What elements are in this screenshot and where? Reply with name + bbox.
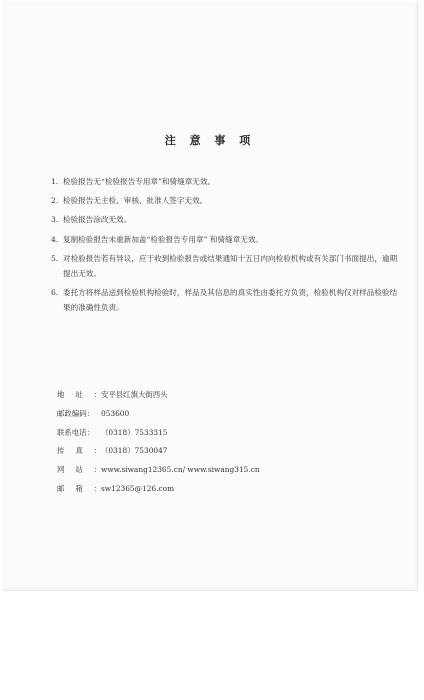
address-row: [57, 386, 387, 405]
notice-number: 6.: [51, 288, 59, 298]
notice-number: 3.: [51, 215, 59, 225]
notice-item: [51, 232, 401, 247]
notice-number: 5.: [51, 253, 59, 263]
phone-label: 联系电话：: [57, 427, 94, 437]
website-row: [57, 461, 387, 480]
notice-item: [51, 285, 401, 315]
notice-text: 委托方将样品送到检验机构检验时，样品及其信息的真实性由委托方负责，检验机构仅对样品检验结果的准确性负责。: [63, 288, 398, 313]
notice-number: 2.: [51, 196, 59, 206]
notice-number: 1.: [51, 177, 59, 186]
email-row: [57, 480, 387, 499]
phone-row: [57, 424, 387, 443]
contact-info: [57, 386, 387, 499]
address-label: 地址：: [57, 390, 113, 399]
notice-number: 4.: [51, 234, 59, 244]
website-label: 网站：: [57, 465, 113, 475]
fax-value: （0318）7530047: [101, 446, 168, 456]
notice-text: 检验报告无主检、审核、批准人签字无效。: [63, 196, 208, 206]
email-label: 邮箱：: [57, 483, 113, 493]
fax-label: 传真：: [57, 446, 113, 456]
notice-item: [51, 174, 401, 189]
postcode-label: 邮政编码：: [57, 408, 94, 418]
notice-item: [51, 251, 401, 281]
notice-item: [51, 212, 401, 227]
phone-value: （0318）7533315: [101, 427, 168, 437]
notice-text: 检验报告涂改无效。: [63, 215, 132, 225]
document-page: [3, 2, 418, 591]
notice-text: 检验报告无“检验报告专用章”和骑缝章无效。: [63, 177, 216, 186]
notice-list: [51, 174, 401, 320]
fax-row: [57, 442, 387, 461]
postcode-value: 053600: [101, 408, 130, 418]
email-link[interactable]: sw12365@126.com: [101, 483, 175, 493]
website-link[interactable]: www.siwang12365.cn/ www.siwang315.cn: [101, 465, 260, 475]
notice-item: [51, 193, 401, 208]
page-title: 注 意 事 项: [164, 134, 256, 147]
postcode-row: [57, 405, 387, 424]
notice-text: 对检验报告若有异议，应于收到检验报告或结果通知十五日内向检验机构或有关部门书面提出，逾期提出无效。: [63, 253, 398, 279]
address-value: 安平县红旗大街西头: [101, 390, 168, 399]
notice-text: 复制检验报告未重新加盖“检验报告专用章” 和骑缝章无效。: [63, 234, 264, 244]
